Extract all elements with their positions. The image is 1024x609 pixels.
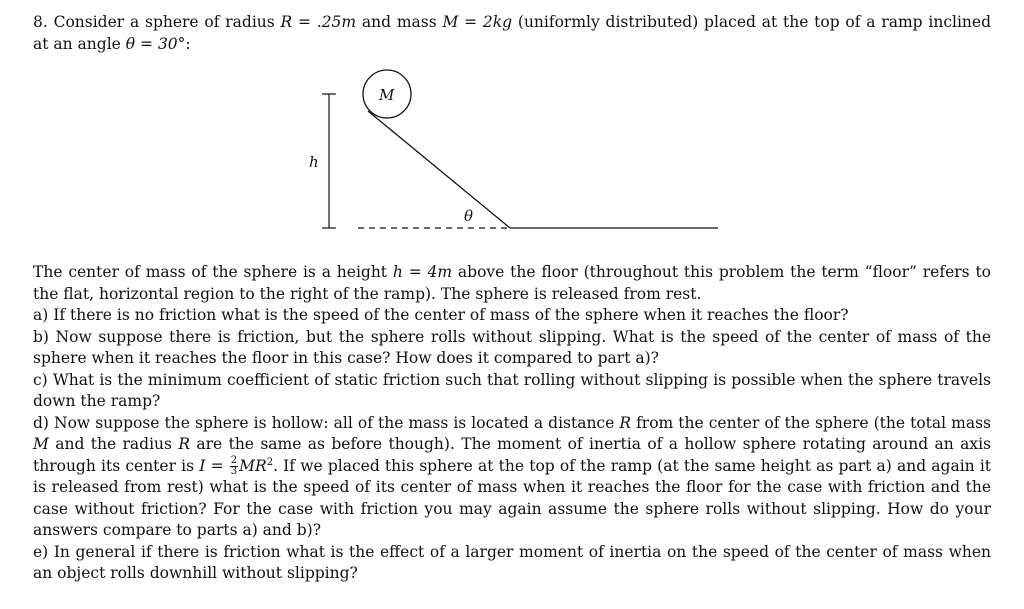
symbol-i: I bbox=[199, 456, 206, 475]
symbol-r: R bbox=[619, 413, 632, 432]
question-d-text-1: d) Now suppose the sphere is hollow: all of the mass is located a distance bbox=[33, 413, 620, 432]
question-c: c) What is the minimum coefficient of static friction such that rolling without slipping is possible when the sphere travels down the ramp? bbox=[33, 370, 991, 410]
height-label: h bbox=[309, 153, 319, 171]
question-d bbox=[33, 413, 991, 542]
symbol-r-2: R bbox=[178, 435, 191, 453]
fraction-denominator: 3 bbox=[230, 466, 238, 477]
angle-equation: θ = 30° bbox=[125, 34, 186, 53]
intro-text-1: 8. Consider a sphere of radius bbox=[33, 13, 281, 31]
question-a: a) If there is no friction what is the speed of the center of mass of the sphere when it reaches the floor? bbox=[33, 306, 849, 324]
intro-text-2: and mass bbox=[356, 13, 443, 31]
symbol-m: M bbox=[33, 435, 49, 453]
problem-body bbox=[33, 262, 991, 585]
mass-equation: M = 2kg bbox=[442, 13, 513, 31]
question-d-text-5: . If we placed this sphere at the top of the ramp (at the same height as part a) and again it is released from rest) what is the speed of its center of mass when it reaches the floor for the case with friction and the case without friction? For the case with friction you may again assume the sphere rolls without slipping. How do your answers compare to parts a) and b)? bbox=[33, 456, 992, 539]
ramp-incline bbox=[368, 111, 510, 228]
equals-sign: = bbox=[205, 456, 229, 475]
question-e: e) In general if there is friction what is the effect of a larger moment of inertia on the speed of the center of mass when an object rolls downhill without slipping? bbox=[33, 542, 991, 582]
question-b: b) Now suppose there is friction, but the sphere rolls without slipping. What is the speed of the center of mass of the sphere when it reaches the floor in this case? How does it compared to part a)? bbox=[33, 327, 991, 367]
fraction-numerator: 2 bbox=[230, 455, 238, 466]
setup-text-2: above the floor (throughout this problem the term “floor” refers to the flat, horizontal region to the right of the ramp). The sphere is released from rest. bbox=[33, 263, 992, 303]
symbol-mr: MR bbox=[239, 456, 267, 475]
question-d-text-4: are the same as before though). The moment of inertia of a hollow sphere rotating around an axis through its center is bbox=[33, 435, 991, 475]
question-d-text-2: from the center of the sphere (the total mass bbox=[631, 413, 991, 432]
intro-text-4: : bbox=[185, 34, 191, 53]
intro-text-3: (uniformly distributed) placed at the top of a ramp inclined at an angle bbox=[33, 13, 991, 53]
angle-label: θ bbox=[464, 207, 474, 225]
setup-text-1: The center of mass of the sphere is a height bbox=[33, 263, 393, 281]
radius-equation: R = .25m bbox=[280, 13, 357, 31]
paragraph-setup bbox=[33, 262, 991, 305]
height-equation: h = 4m bbox=[392, 263, 453, 281]
question-d-text-3: and the radius bbox=[48, 435, 179, 453]
exponent-two: 2 bbox=[266, 456, 274, 468]
sphere-label: M bbox=[379, 86, 395, 104]
fraction-two-thirds bbox=[230, 456, 238, 477]
